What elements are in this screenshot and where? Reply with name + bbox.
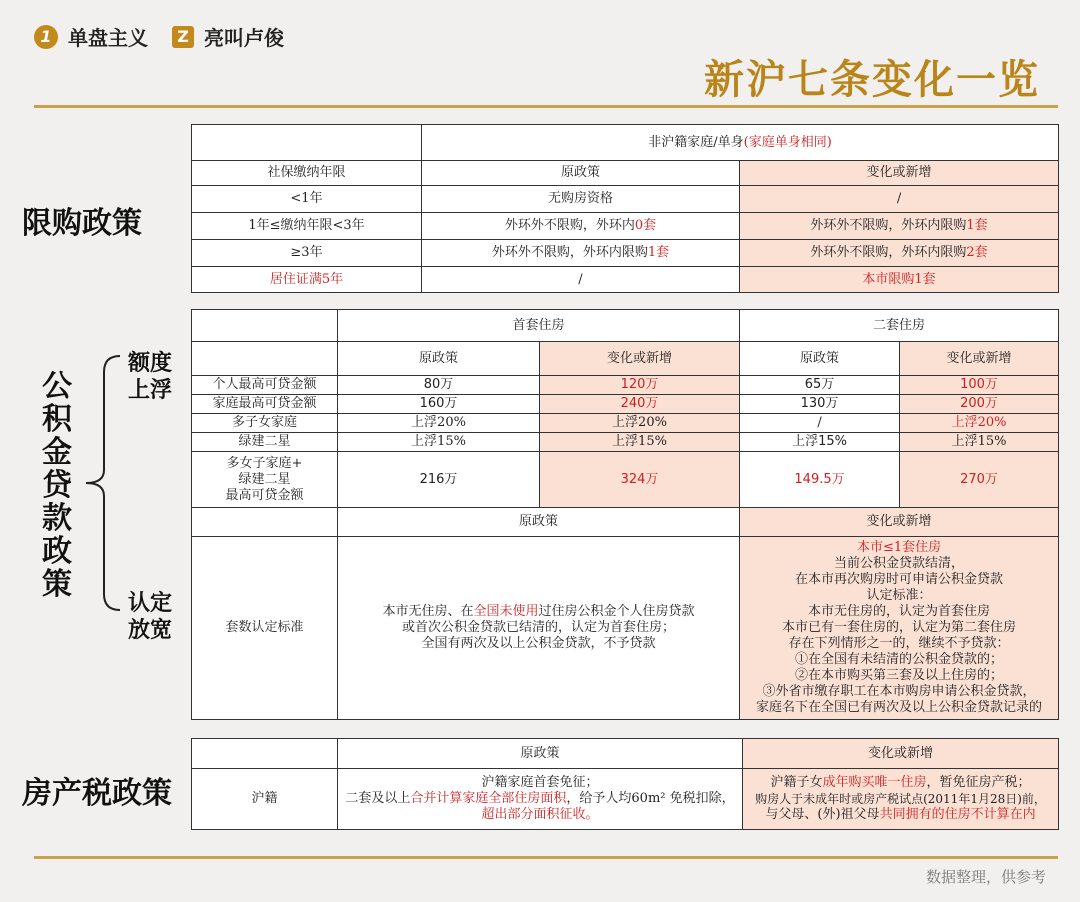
brand-badge-icon: 1 bbox=[34, 25, 58, 49]
fund-label-char: 公 bbox=[42, 369, 72, 404]
bracket-icon bbox=[80, 352, 124, 614]
table-row bbox=[192, 537, 1059, 720]
page-title: 新沪七条变化一览 bbox=[704, 56, 1040, 103]
table-row: <1年 无购房资格 / bbox=[192, 186, 1059, 213]
purchase-table bbox=[191, 124, 1059, 293]
fund-label-char: 贷 bbox=[42, 468, 72, 503]
purchase-policy-label: 限购政策 bbox=[22, 206, 142, 241]
header-old: 原政策 bbox=[422, 161, 740, 186]
brand-name-2: 亮叫卢俊 bbox=[204, 26, 284, 50]
top-divider bbox=[34, 105, 1058, 108]
recognition-label: 认定 放宽 bbox=[128, 591, 173, 643]
brand-z-icon: Z bbox=[172, 26, 194, 48]
property-tax-label: 房产税政策 bbox=[22, 776, 172, 811]
table-row: 绿建二星 上浮15% 上浮15% 上浮15% 上浮15% bbox=[192, 433, 1059, 452]
fund-label-char: 策 bbox=[42, 567, 72, 602]
old-policy-desc: 本市无住房、在全国未使用过住房公积金个人住房贷款 或首次公积金贷款已结清的，认定为首套住房； 全国有两次及以上公积金贷款，不予贷款 bbox=[338, 537, 740, 720]
fund-label-char: 金 bbox=[42, 435, 72, 470]
new-policy-desc: 本市≤1套住房 当前公积金贷款结清， 在本市再次购房时可申请公积金贷款 认定标准： 本市无住房的，认定为首套住房 本市已有一套住房的，认定为第二套住房 存在下列情形之一的，继续不予贷款： ①在全国有未结清的公积金贷款的； ②在本市购买第三套及以上住房的； ③外省市缴存职工在本市购房申请公积金贷款， 家庭名下在全国已有两次及以上公积金贷款记录的 bbox=[740, 537, 1059, 720]
table-row: 个人最高可贷金额 80万 120万 65万 100万 bbox=[192, 376, 1059, 395]
fund-loan-policy-label bbox=[40, 370, 74, 601]
bottom-divider bbox=[34, 856, 1058, 859]
table-row bbox=[192, 769, 1059, 830]
quota-label: 额度 上浮 bbox=[128, 351, 173, 403]
table-row: ≥3年 外环外不限购，外环内限购1套 外环外不限购，外环内限购2套 bbox=[192, 240, 1059, 267]
brand-name-1: 单盘主义 bbox=[68, 26, 148, 50]
tax-new-desc: 沪籍子女成年购买唯一住房，暂免征房产税； 购房人于未成年时或房产税试点(2011年1月28日)前， 与父母、(外)祖父母共同拥有的住房不计算在内 bbox=[743, 769, 1059, 830]
footer-note: 数据整理，供参考 bbox=[925, 868, 1046, 886]
fund-label-char: 积 bbox=[42, 402, 72, 437]
tax-table: 原政策 变化或新增 沪籍 沪籍家庭首套免征； 二套及以上合并计算家庭全部住房面积，给予人均60m² 免税扣除， 超出部分面积征收。 沪籍子女成年购买唯一住房，暂免征房产税； 购房人于未成年时或房产税试点(2011年1月28日)前， 与父母、(外)祖父母共同拥有的住房不计算在内 bbox=[191, 738, 1059, 830]
fund-label-char: 政 bbox=[42, 534, 72, 569]
table-row: 家庭最高可贷金额 160万 240万 130万 200万 bbox=[192, 395, 1059, 414]
huji-label: 沪籍 bbox=[192, 769, 338, 830]
header-years: 社保缴纳年限 bbox=[192, 161, 422, 186]
brand-logo bbox=[34, 22, 284, 51]
fund-table: 首套住房 二套住房 原政策 变化或新增 原政策 变化或新增 个人最高可贷金额 80万 120万 65万 100万 家庭最高可贷金额 160万 240万 130万 200万 多子女家庭 上浮20% 上浮20% / 上浮20% 绿建二星 上浮15% 上浮15% 上浮15% 上浮15% 多女子家庭+ 绿建二星 最高可贷金额 216万 324万 149.5万 270万 原政策 变化或新增 套数认定标准 本市无住房、在全国未使用过住房公积金个人住房贷款 或首次公积金贷款已结清的，认定为首套住房； 全国有两次及以上公积金贷款，不予贷款 本市≤1套住房 当前公积金贷款结清， 在本市再次购房时可申请公积金贷款 认定标准： 本市无住房的，认定为首套住房 本市已有一套住房的，认定为第二套住房 存在下列情形之一的，继续不予贷款： ①在全国有未结清的公积金贷款的； ②在本市购买第三套及以上住房的； ③外省市缴存职工在本市购房申请公积金贷款， 家庭名下在全国已有两次及以上公积金贷款记录的 bbox=[191, 309, 1059, 720]
first-home-header: 首套住房 bbox=[338, 310, 740, 342]
table-row: 1年≤缴纳年限<3年 外环外不限购，外环内0套 外环外不限购，外环内限购1套 bbox=[192, 213, 1059, 240]
header-new: 变化或新增 bbox=[740, 161, 1059, 186]
table-row: 多子女家庭 上浮20% 上浮20% / 上浮20% bbox=[192, 414, 1059, 433]
second-home-header: 二套住房 bbox=[740, 310, 1059, 342]
tax-old-desc: 沪籍家庭首套免征； 二套及以上合并计算家庭全部住房面积，给予人均60m² 免税扣除， 超出部分面积征收。 bbox=[338, 769, 743, 830]
table-row: 多女子家庭+ 绿建二星 最高可贷金额 216万 324万 149.5万 270万 bbox=[192, 452, 1059, 508]
household-header: 非沪籍家庭/单身(家庭单身相同) bbox=[422, 125, 1059, 161]
fund-label-char: 款 bbox=[42, 501, 72, 536]
table-row: 居住证满5年 / 本市限购1套 bbox=[192, 267, 1059, 293]
count-standard-label: 套数认定标准 bbox=[192, 537, 338, 720]
